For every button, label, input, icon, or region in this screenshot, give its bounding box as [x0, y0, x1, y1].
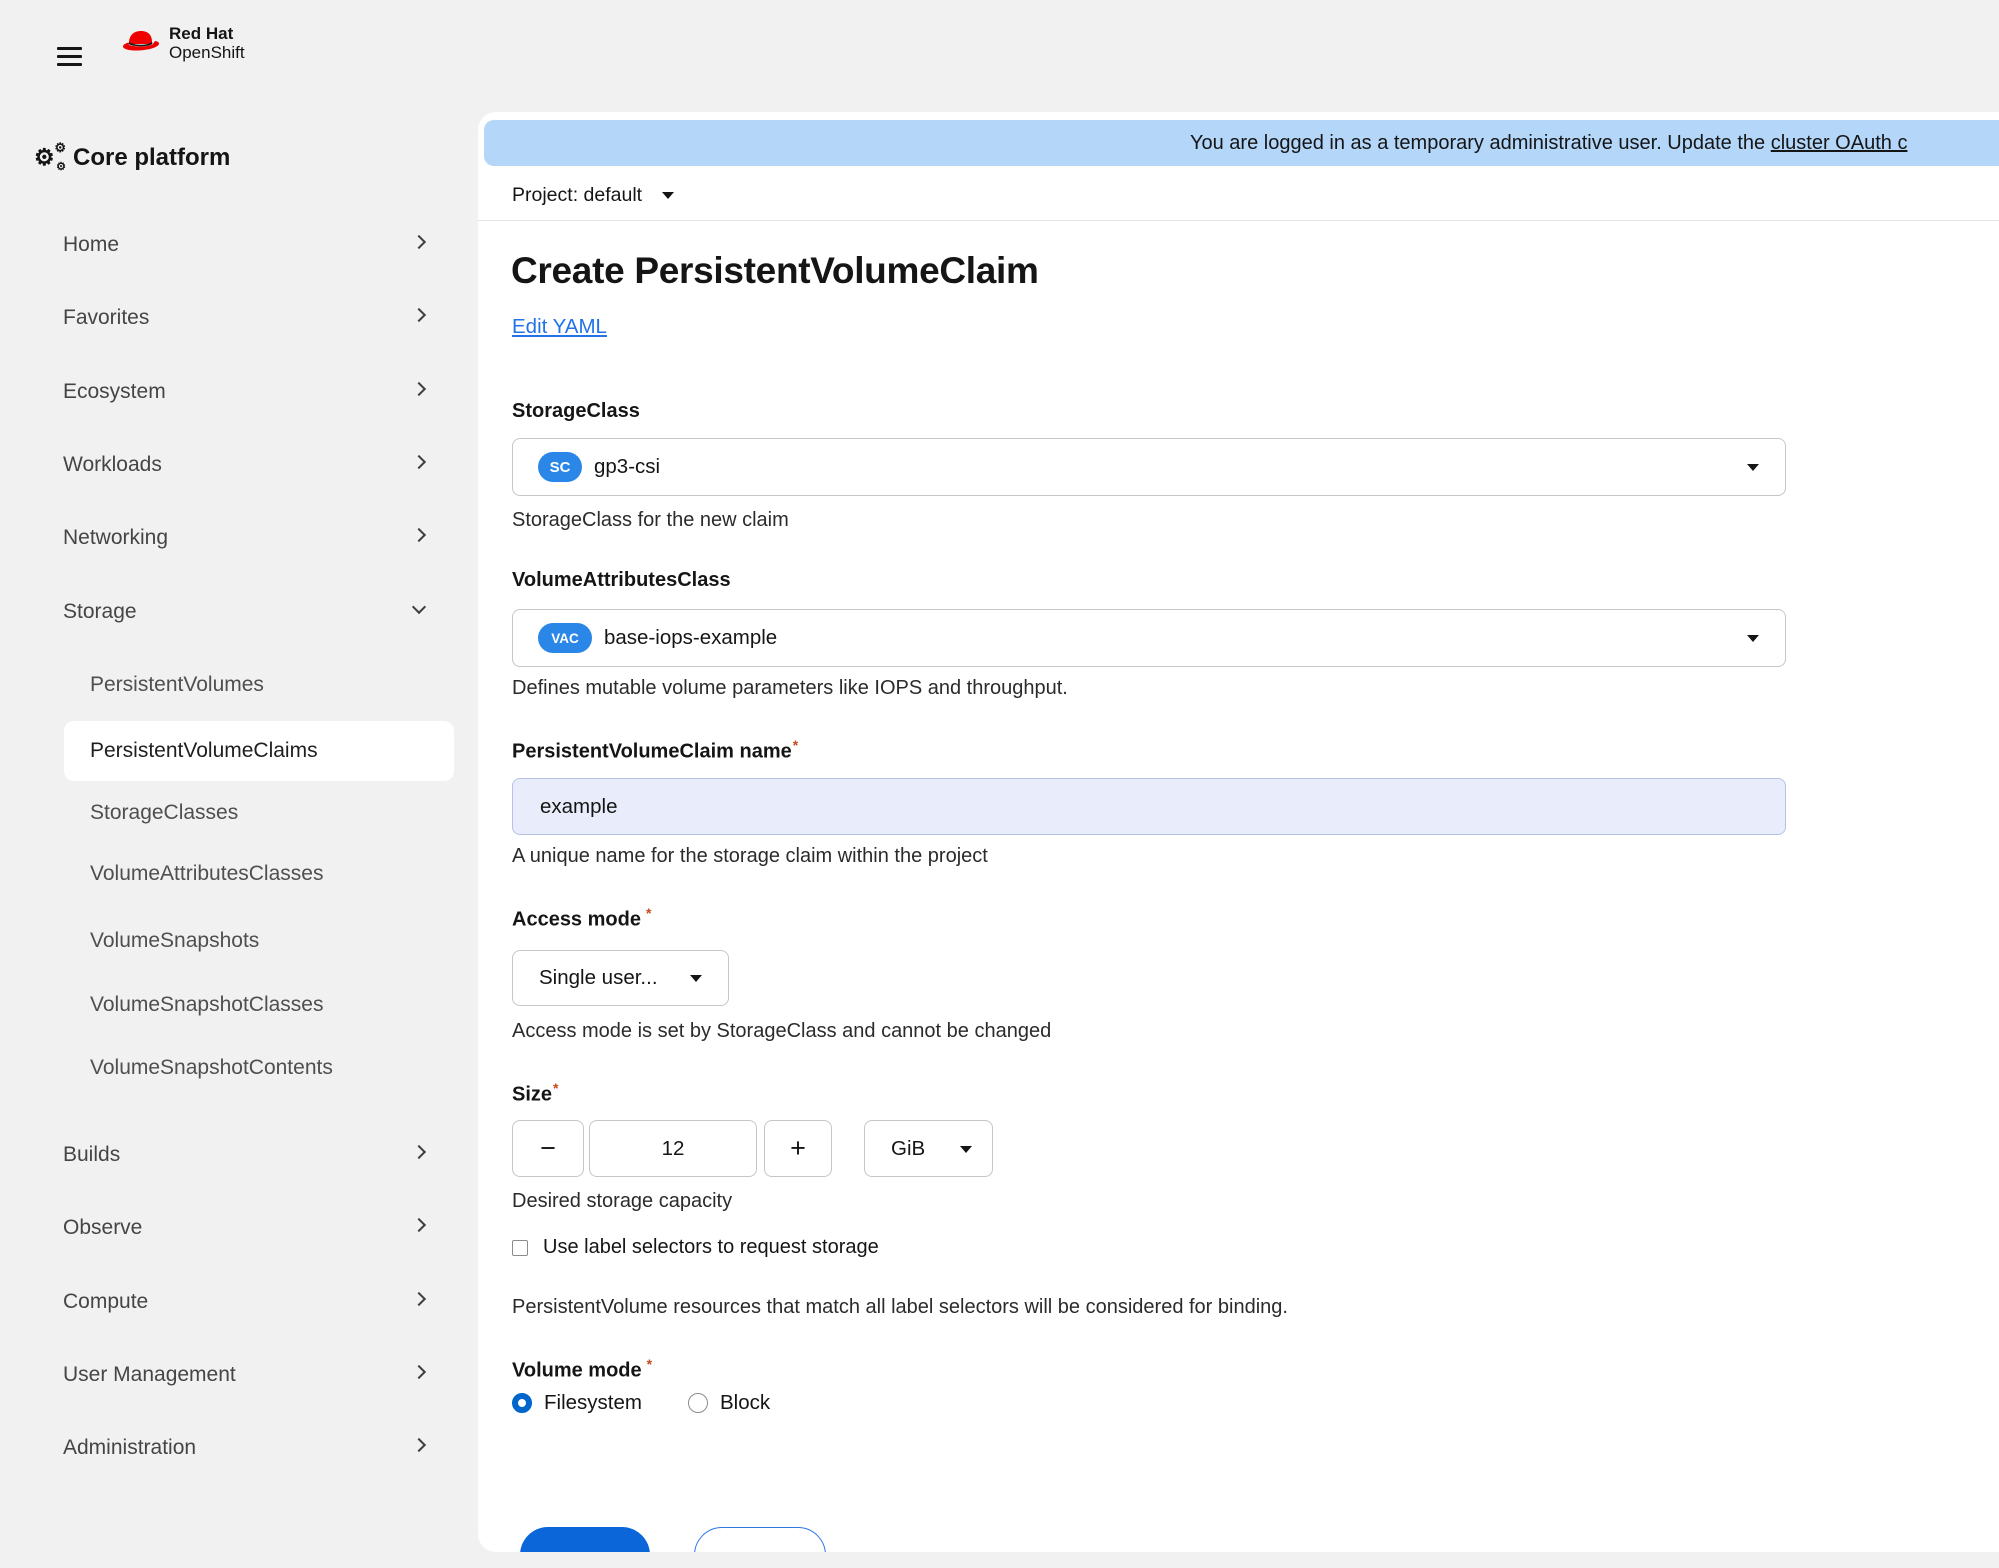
- pvc-name-label: PersistentVolumeClaim name*: [512, 737, 799, 763]
- storageclass-helper: StorageClass for the new claim: [512, 509, 789, 531]
- chevron-down-icon: [960, 1146, 972, 1153]
- label-selector-row[interactable]: [512, 1236, 879, 1259]
- chevron-down-icon: [414, 604, 425, 615]
- chevron-right-icon: [414, 1220, 425, 1231]
- plus-icon: +: [790, 1133, 806, 1163]
- cogs-icon: ⚙ ⚙ ⚙: [34, 140, 66, 173]
- size-unit-select[interactable]: [864, 1120, 993, 1177]
- volume-mode-filesystem-option[interactable]: Filesystem: [512, 1391, 642, 1415]
- sidebar-item-persistentvolumes[interactable]: PersistentVolumes: [90, 673, 264, 696]
- chevron-right-icon: [414, 1367, 425, 1378]
- banner-text: You are logged in as a temporary administrative user. Update the cluster OAuth c: [1190, 132, 1908, 154]
- project-selector[interactable]: [512, 173, 674, 217]
- label-selector-note: PersistentVolume resources that match all label selectors will be considered for binding.: [512, 1296, 1288, 1318]
- sidebar-item-administration[interactable]: Administration: [0, 1420, 478, 1476]
- radio-unselected-icon[interactable]: [688, 1393, 708, 1413]
- sidebar: [0, 0, 478, 1568]
- volumeattributesclass-badge-icon: VAC: [538, 623, 592, 653]
- required-asterisk: *: [792, 737, 799, 753]
- sidebar-item-user-management[interactable]: User Management: [0, 1347, 478, 1403]
- chevron-right-icon: [414, 457, 425, 468]
- pvc-name-helper: A unique name for the storage claim within the project: [512, 845, 988, 867]
- sidebar-item-persistentvolumeclaims[interactable]: PersistentVolumeClaims: [64, 721, 454, 781]
- required-asterisk: *: [646, 1356, 653, 1372]
- volumeattributesclass-label: VolumeAttributesClass: [512, 569, 731, 591]
- size-value-input[interactable]: [589, 1120, 757, 1177]
- perspective-title: Core platform: [73, 144, 231, 171]
- page-title: Create PersistentVolumeClaim: [511, 250, 1039, 291]
- label-selector-checkbox[interactable]: [512, 1240, 528, 1256]
- sidebar-item-volumesnapshotclasses[interactable]: VolumeSnapshotClasses: [90, 993, 324, 1016]
- sidebar-item-observe[interactable]: Observe: [0, 1200, 478, 1256]
- sidebar-item-storageclasses[interactable]: StorageClasses: [90, 801, 239, 824]
- volumeattributesclass-select[interactable]: [512, 609, 1786, 667]
- size-increment-button[interactable]: [764, 1120, 832, 1177]
- edit-yaml-link[interactable]: Edit YAML: [512, 315, 607, 338]
- sidebar-item-volumeattributesclasses[interactable]: VolumeAttributesClasses: [90, 862, 324, 885]
- sidebar-item-volumesnapshotcontents[interactable]: VolumeSnapshotContents: [90, 1056, 333, 1079]
- volume-mode-options: [512, 1391, 770, 1415]
- chevron-right-icon: [414, 1294, 425, 1305]
- storageclass-badge-icon: SC: [538, 452, 582, 482]
- redhat-fedora-icon: [121, 29, 161, 57]
- chevron-right-icon: [414, 530, 425, 541]
- chevron-down-icon: [1747, 464, 1759, 471]
- chevron-down-icon: [690, 975, 702, 982]
- access-mode-select[interactable]: [512, 950, 729, 1006]
- cluster-oauth-link[interactable]: cluster OAuth c: [1770, 132, 1908, 154]
- storageclass-label: StorageClass: [512, 400, 640, 422]
- minus-icon: −: [540, 1133, 556, 1163]
- brand-line1: Red Hat: [169, 24, 234, 43]
- sidebar-item-networking[interactable]: Networking: [0, 510, 478, 566]
- brand-logo: [121, 24, 245, 62]
- access-mode-value: Single user...: [539, 966, 658, 989]
- volumeattributesclass-helper: Defines mutable volume parameters like IOPS and throughput.: [512, 677, 1068, 699]
- primary-action-button[interactable]: [520, 1527, 650, 1552]
- access-mode-helper: Access mode is set by StorageClass and cannot be changed: [512, 1020, 1052, 1042]
- volume-mode-label: Volume mode *: [512, 1356, 653, 1382]
- required-asterisk: *: [553, 1080, 559, 1096]
- hamburger-menu-icon[interactable]: [57, 47, 82, 66]
- storageclass-value: gp3-csi: [594, 455, 661, 478]
- chevron-right-icon: [414, 310, 425, 321]
- size-helper: Desired storage capacity: [512, 1190, 733, 1212]
- chevron-right-icon: [414, 237, 425, 248]
- project-selector-label: Project: default: [512, 183, 643, 206]
- size-decrement-button[interactable]: [512, 1120, 584, 1177]
- volume-mode-block-option[interactable]: Block: [688, 1391, 770, 1415]
- sidebar-item-builds[interactable]: Builds: [0, 1127, 478, 1183]
- access-mode-label: Access mode *: [512, 905, 652, 931]
- project-bar-divider: [478, 220, 1999, 221]
- label-selector-checkbox-label: Use label selectors to request storage: [543, 1236, 879, 1258]
- main-content-panel: [478, 112, 1999, 1552]
- secondary-action-button[interactable]: [694, 1527, 826, 1552]
- sidebar-item-ecosystem[interactable]: Ecosystem: [0, 364, 478, 420]
- sidebar-item-volumesnapshots[interactable]: VolumeSnapshots: [90, 929, 260, 952]
- sidebar-item-compute[interactable]: Compute: [0, 1274, 478, 1330]
- sidebar-item-favorites[interactable]: Favorites: [0, 290, 478, 346]
- login-notice-banner: [484, 120, 1999, 166]
- volumeattributesclass-value: base-iops-example: [604, 626, 778, 649]
- sidebar-item-workloads[interactable]: Workloads: [0, 437, 478, 493]
- size-label: Size*: [512, 1080, 559, 1106]
- chevron-down-icon: [662, 192, 674, 199]
- radio-selected-icon[interactable]: [512, 1393, 532, 1413]
- perspective-switcher[interactable]: [34, 140, 231, 173]
- required-asterisk: *: [645, 905, 652, 921]
- size-unit-value: GiB: [891, 1136, 926, 1160]
- storageclass-select[interactable]: [512, 438, 1786, 496]
- pvc-name-input[interactable]: [512, 778, 1786, 835]
- chevron-right-icon: [414, 384, 425, 395]
- sidebar-item-storage[interactable]: Storage: [0, 584, 478, 640]
- sidebar-item-home[interactable]: Home: [0, 217, 478, 273]
- chevron-down-icon: [1747, 635, 1759, 642]
- brand-line2: OpenShift: [169, 43, 245, 62]
- chevron-right-icon: [414, 1147, 425, 1158]
- chevron-right-icon: [414, 1440, 425, 1451]
